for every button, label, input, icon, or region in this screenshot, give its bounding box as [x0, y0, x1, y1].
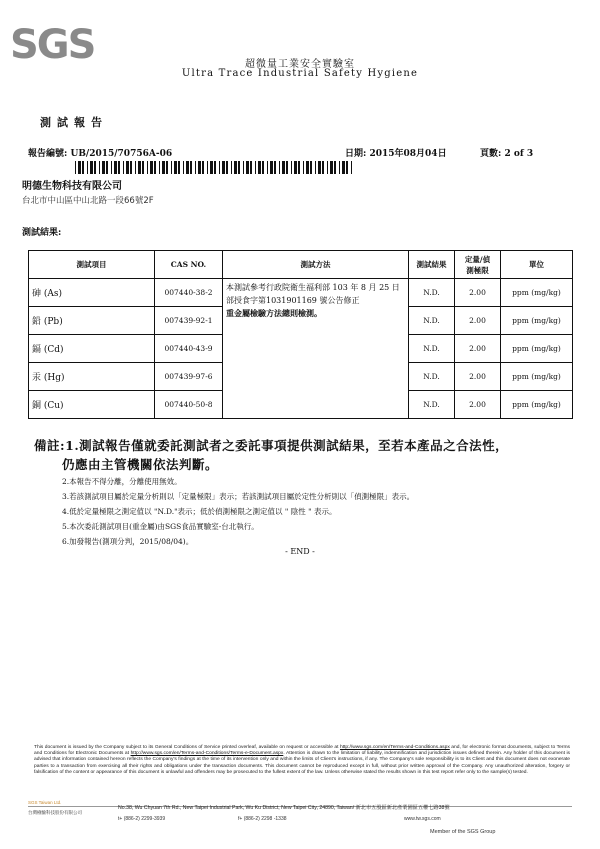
- footer-tel: t+ (886-2) 2299-3939: [118, 816, 166, 822]
- note-2: 2.本報告不得分離，分離使用無效。: [62, 477, 182, 486]
- cell-unit: ppm (mg/kg): [501, 391, 573, 419]
- svg-text:SGS: SGS: [10, 22, 95, 68]
- page-count: [480, 146, 533, 159]
- header-cas: CAS NO.: [155, 251, 223, 279]
- cell-result: N.D.: [409, 307, 455, 335]
- note-5: 5.本次委託測試項目(重金屬)由SGS食品實驗室-台北執行。: [62, 522, 259, 531]
- report-date: [345, 146, 447, 159]
- header-unit: 單位: [501, 251, 573, 279]
- note-6: 6.加發報告(測項分判，2015/08/04)。: [62, 537, 194, 546]
- disclaimer-text-3: . Attention is drawn to the limitation of liability, indemnification and jurisdiction issues defined therein. Any holder of this document is advised that information contained hereon reflects the Company's findings at the time of its intervention only and within the limits of Client's instructions, if any. The Company's sole responsibility is to its Client and this document does not exonerate parties to a transaction from exercising all their rights and obligations under the transaction documents. This document cannot be reproduced except in full, without prior written approval of the Company. Any unauthorized alteration, forgery or falsification of the content or appearance of this document is unlawful and offenders may be prosecuted to the fullest extent of the law. Unless otherwise stated the results shown in this test report refer only to the sample(s) tested.: [34, 751, 571, 775]
- note-4: 4.低於定量極限之測定值以 "N.D."表示；低於偵測極限之測定值以 " 陰性 " 表示。: [62, 507, 337, 516]
- footer-address: No.38, Wu Chyuan 7th Rd., New Taipei Industrial Park, Wu Ku District, New Taipei City, 24890, Taiwan/ 新北市五股區新北產業園區五權七路38號: [118, 805, 450, 811]
- report-number-label: 報告編號:: [28, 149, 68, 159]
- disclaimer: [34, 745, 570, 776]
- note-1a: 1.測試報告僅就委託測試者之委託事項提供測試結果，至若本產品之合法性，: [65, 438, 509, 453]
- footer-fax: f+ (886-2) 2298 -1338: [238, 816, 287, 822]
- cell-cas: 007440-50-8: [155, 391, 223, 419]
- cell-unit: ppm (mg/kg): [501, 279, 573, 307]
- method-text: 本測試參考行政院衛生福利部 103 年 8 月 25 日部授食字第1031901169 號公告修正: [226, 283, 400, 305]
- report-title: 測試報告: [40, 116, 108, 129]
- notes-label: 備註:: [34, 438, 66, 453]
- cell-limit: 2.00: [455, 363, 501, 391]
- cell-cas: 007440-43-9: [155, 335, 223, 363]
- header-result: 測試結果: [409, 251, 455, 279]
- page-count-label: 頁數:: [480, 149, 502, 159]
- end-marker: - END -: [285, 547, 315, 556]
- note-1b: 仍應由主管機關依法判斷。: [62, 457, 219, 472]
- client-company: 明德生物科技有限公司: [22, 181, 122, 192]
- member-of-sgs: Member of the SGS Group: [430, 829, 496, 835]
- cell-limit: 2.00: [455, 391, 501, 419]
- header-limit-line1: 定量/偵: [464, 254, 491, 264]
- cell-unit: ppm (mg/kg): [501, 363, 573, 391]
- table-header-row: [29, 251, 573, 279]
- results-label: 測試結果:: [22, 228, 62, 238]
- cell-result: N.D.: [409, 335, 455, 363]
- cell-cas: 007439-92-1: [155, 307, 223, 335]
- page-count-value: 2 of 3: [504, 149, 534, 159]
- cell-unit: ppm (mg/kg): [501, 335, 573, 363]
- lab-name-en: Ultra Trace Industrial Safety Hygiene: [181, 68, 419, 79]
- disclaimer-text-1: This document is issued by the Company subject to its General Conditions of Service printed overleaf, available on request or accessible at: [34, 745, 340, 750]
- footer-web[interactable]: www.tw.sgs.com: [404, 816, 441, 822]
- client-address: 台北市中山區中山北路一段66號2F: [22, 196, 154, 206]
- header-limit: [455, 251, 501, 279]
- footer-company-zh: 台灣檢驗科技股份有限公司: [28, 810, 82, 815]
- cell-result: N.D.: [409, 363, 455, 391]
- notes-section: [34, 436, 574, 549]
- cell-limit: 2.00: [455, 335, 501, 363]
- e-document-terms-link[interactable]: http://www.sgs.com/en/Terms-and-Conditions/Terms-e-Document.aspx: [130, 751, 284, 757]
- cell-item: 鎘 (Cd): [29, 335, 155, 363]
- cell-result: N.D.: [409, 279, 455, 307]
- results-table: [28, 250, 573, 419]
- lab-name-zh: 超微量工業安全實驗室: [245, 59, 355, 70]
- report-date-label: 日期:: [345, 149, 367, 159]
- method-text-bold: 重金屬檢驗方法總則檢測。: [226, 308, 322, 318]
- header-method: 測試方法: [223, 251, 409, 279]
- footer-company-en: SGS Taiwan Ltd.: [28, 800, 62, 805]
- cell-item: 銅 (Cu): [29, 391, 155, 419]
- cell-item: 汞 (Hg): [29, 363, 155, 391]
- report-number: [28, 146, 172, 159]
- disclaimer-text-2: and, for electronic format documents, subject to Terms and Conditions for Electronic Documents at: [34, 745, 570, 757]
- note-1: [34, 436, 574, 455]
- table-row: [29, 279, 573, 307]
- cell-cas: 007439-97-6: [155, 363, 223, 391]
- cell-result: N.D.: [409, 391, 455, 419]
- report-number-value: UB/2015/70756A-06: [70, 149, 173, 159]
- header-limit-line2: 測極限: [466, 265, 489, 275]
- cell-limit: 2.00: [455, 307, 501, 335]
- cell-method: [223, 279, 409, 419]
- cell-unit: ppm (mg/kg): [501, 307, 573, 335]
- note-3: 3.若該測試項目屬於定量分析則以「定量極限」表示；若該測試項目屬於定性分析則以「偵測極限」表示。: [62, 492, 415, 501]
- cell-item: 鉛 (Pb): [29, 307, 155, 335]
- cell-limit: 2.00: [455, 279, 501, 307]
- barcode: [75, 159, 355, 172]
- cell-item: 砷 (As): [29, 279, 155, 307]
- terms-link[interactable]: http://www.sgs.com/en/Terms-and-Conditions.aspx: [339, 745, 450, 750]
- cell-cas: 007440-38-2: [155, 279, 223, 307]
- header-item: 測試項目: [29, 251, 155, 279]
- report-date-value: 2015年08月04日: [369, 149, 447, 159]
